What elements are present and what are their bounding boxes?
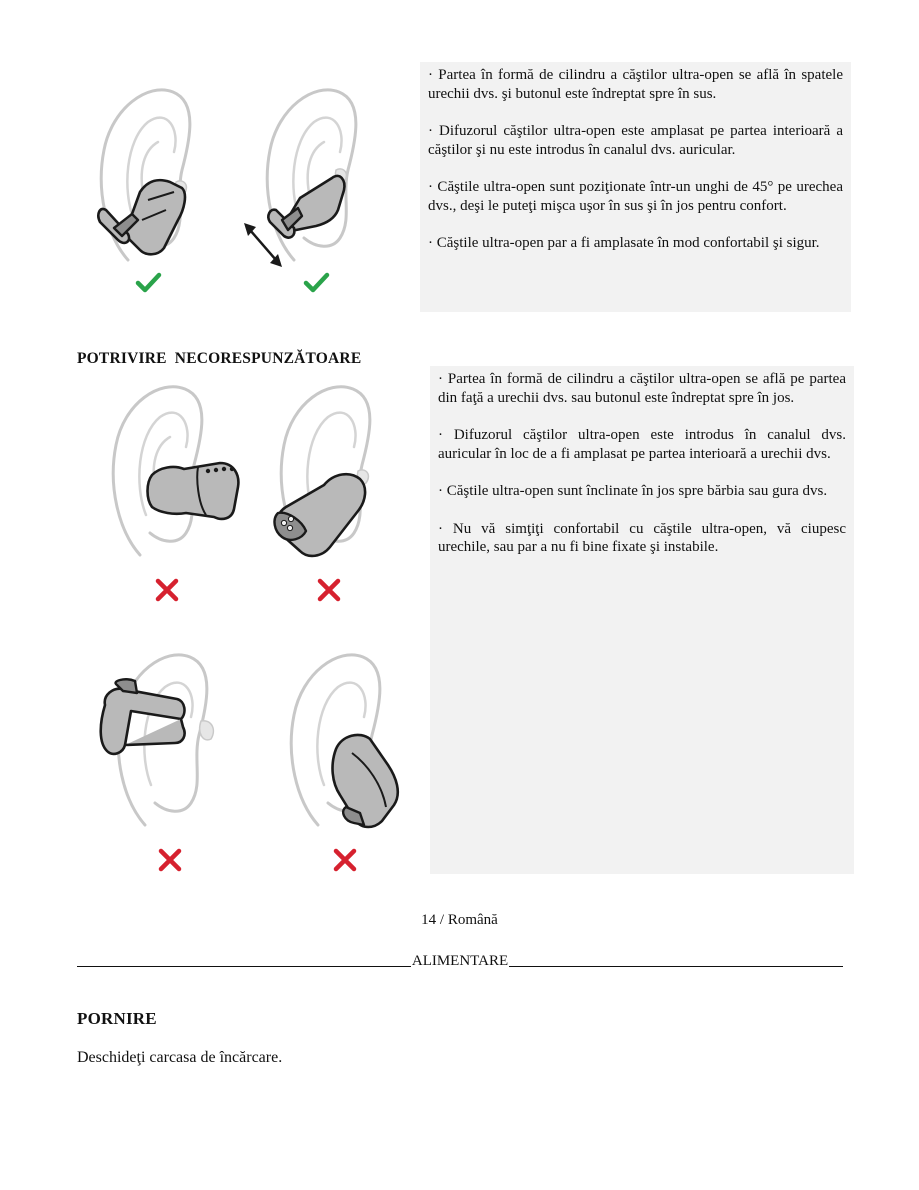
bad-fit-heading: POTRIVIRE NECORESPUNZĂTOARE	[77, 350, 362, 367]
cross-icon	[316, 577, 342, 603]
good-fit-figure-1	[78, 70, 228, 300]
ear-illustration	[95, 625, 245, 875]
good-fit-figure-2	[236, 70, 386, 300]
bad-fit-figure-3	[95, 625, 245, 875]
section-title: ALIMENTARE	[411, 953, 509, 969]
ear-illustration	[78, 70, 228, 300]
divider-line-right	[509, 966, 843, 967]
check-icon	[134, 270, 164, 296]
check-icon	[302, 270, 332, 296]
bad-fit-bullet-2: · Difuzorul căştilor ultra-open este introdus în canalul dvs. auricular în loc de a fi amplasat pe partea interioară a urechii dvs.	[438, 427, 846, 462]
cross-icon	[157, 847, 183, 873]
body-text: Deschideţi carcasa de încărcare.	[77, 1049, 283, 1066]
double-arrow-icon	[240, 220, 286, 270]
ear-illustration	[258, 375, 408, 605]
section-divider	[77, 950, 843, 970]
cross-icon	[154, 577, 180, 603]
cross-icon	[332, 847, 358, 873]
good-fit-instructions-panel	[420, 62, 851, 312]
good-fit-bullet-2: · Difuzorul căştilor ultra-open este amplasat pe partea interioară a căştilor şi nu este introdus în canalul dvs. auricular.	[428, 123, 843, 158]
bad-fit-bullet-3: · Căştile ultra-open sunt înclinate în jos spre bărbia sau gura dvs.	[438, 483, 828, 499]
good-fit-bullet-4: · Căştile ultra-open par a fi amplasate în mod confortabil şi sigur.	[428, 235, 820, 251]
good-fit-bullet-3: · Căştile ultra-open sunt poziţionate într-un unghi de 45° pe urechea dvs., deşi le puteţi mişca uşor în sus şi în jos pentru confort.	[428, 179, 843, 214]
ear-illustration	[90, 375, 240, 605]
bad-fit-figure-1	[90, 375, 240, 605]
bad-fit-instructions-panel	[430, 366, 854, 874]
subheading-pornire: PORNIRE	[77, 1009, 157, 1028]
page-number: 14 / Română	[421, 912, 498, 928]
bad-fit-bullet-4: · Nu vă simţiţi confortabil cu căştile ultra-open, vă ciupesc urechile, sau par a nu fi bine fixate şi instabile.	[438, 520, 846, 555]
bad-fit-figure-2	[258, 375, 408, 605]
bad-fit-figure-4	[270, 625, 420, 875]
bad-fit-bullet-1: · Partea în formă de cilindru a căştilor ultra-open se află pe partea din faţă a urechii dvs. sau butonul este îndreptat spre în jos.	[438, 371, 846, 406]
divider-line-left	[77, 966, 411, 967]
good-fit-bullet-1: · Partea în formă de cilindru a căştilor ultra-open se află în spatele urechii dvs. şi butonul este îndreptat spre în sus.	[428, 67, 843, 102]
ear-illustration	[270, 625, 420, 875]
